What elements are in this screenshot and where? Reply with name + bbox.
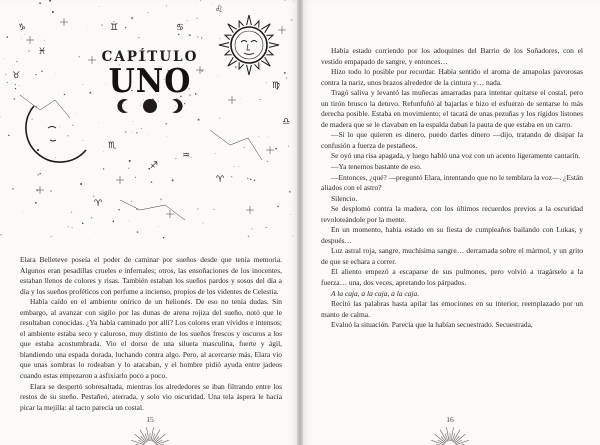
svg-text:♌: ♌ <box>215 5 224 15</box>
paragraph: Silencio. <box>331 193 358 203</box>
paragraph: Había estado corriendo por los adoquines del Barrio de los Soñadores, con el vestido empapado de sangre, y entonces… <box>321 46 583 66</box>
paragraph: Evaluó la situación. Parecía que la habían secuestrado. Secuestrada, <box>331 320 533 330</box>
svg-text:♓: ♓ <box>38 47 47 57</box>
paragraph: —Si lo que quieren es dinero, puedo darles dinero —dijo, tratando de disipar la confusión a fuerza de pestañeos. <box>321 130 583 150</box>
paragraph: En un momento, había estado en su fiesta de cumpleaños bailando con Lukas, y después… <box>321 225 583 245</box>
paragraph: Hizo todo lo posible por recordar. Había sentido el aroma de amapolas pavorosas contra la nariz, unos brazos alrededor de la cintura y… nada. <box>321 67 583 87</box>
moon-phases-icon <box>117 99 182 113</box>
svg-text:♉: ♉ <box>12 71 21 81</box>
paragraph: Tragó saliva y levantó las muñecas amarradas para intentar quitarse el costal, pero un tirón brusco la detuvo. Refunfuñó al bajarlas e hizo el esfuerzo de sentarse lo más derecha posible. Estaba en movimiento; el tacatá de unas pezuñas y los rígidos listones de madera que se le clavaban en la espalda daban la pauta de que estaba en un carro. <box>321 88 583 129</box>
svg-text:♈: ♈ <box>216 175 225 185</box>
sun-ornament-icon <box>100 425 200 445</box>
right-page <box>300 0 600 445</box>
paragraph: El aliento empezó a escaparse de sus pulmones, pero volvió a tragárselo a la fuerza… una, dos veces, apretando los párpados. <box>321 267 583 288</box>
chapter-number: UNO <box>108 62 192 101</box>
paragraph: Había caído en el ambiente onírico de un helionés. De eso no tenía dudas. Sin embargo, al avanzar con sigilo por las dunas de arena rojiza del sueño, notó que le resultaban conocidas. ¿Ya había caminado por allí? Los colores eran vívidos e intensos; el ambiente estaba seco y caluroso, muy distinto de los sueños frescos y oscuros a los que estaba acostumbrada. Vio el dorso de una silueta masculina, fuerte y ágil, blandiendo una espada dorada, luchando contra algo. Pero, al acercarse más, Elara vio que unas sombras lo rodeaban y lo atacaban, y el hombre pidió ayuda entre jadeos cuando estas empezaron a asfixiarlo poco a poco. <box>20 297 282 381</box>
svg-text:♑: ♑ <box>18 23 27 33</box>
svg-text:♍: ♍ <box>272 81 281 91</box>
celestial-illustration <box>0 0 300 248</box>
paragraph: —Entonces, ¿qué? —preguntó Elara, intentando que no le temblara la voz—. ¿Están aliados con el astro? <box>321 172 583 193</box>
svg-text:♋: ♋ <box>176 23 185 33</box>
svg-text:♎: ♎ <box>282 117 291 127</box>
paragraph: Elara Belleteve poseía el poder de caminar por sueños desde que tenía memoria. Algunos eran pesadillas crueles e infernales; otros, las ensoñaciones de los inocentes, estaban llenos de colores y risas. También estaban los sueños pardos y sosos del día a día y los sueños proféticos con perfume a incienso, propios de los videntes de Celestia. <box>20 255 282 296</box>
svg-text:♏: ♏ <box>108 141 117 151</box>
right-page-text <box>321 46 583 331</box>
svg-text:♐: ♐ <box>150 161 159 171</box>
paragraph: Se desplomó contra la madera, con los últimos recuerdos previos a la oscuridad revoloteándole por la mente. <box>321 204 583 224</box>
right-page-number: 16 <box>446 415 454 424</box>
paragraph: A la caja, a la caja, a la caja. <box>331 288 420 298</box>
paragraph: —Ya tenemos bastante de eso. <box>331 162 422 172</box>
chapter-label: CAPÍTULO <box>101 49 199 65</box>
book-gutter <box>297 0 303 445</box>
crescent-moon-icon <box>26 106 86 162</box>
paragraph: Luz astral roja, sangre, muchísima sangre… derramada sobre el mármol, y un grito de que se echara a correr. <box>321 246 583 266</box>
paragraph: Recitó las palabras hasta apilar las emociones en su interior, reemplazado por un manto de calma. <box>321 299 583 319</box>
left-page-number: 15 <box>146 415 154 424</box>
sun-ornament-icon <box>400 425 500 445</box>
svg-text:♒: ♒ <box>182 151 191 161</box>
paragraph: Elara se despertó sobresaltada, mientras los alrededores se iban filtrando entre los restos de su sueño. Pestañeó, aterrada, y solo vio oscuridad. Una tela áspera le hacía picar la mejilla: al tacto parecía un costal. <box>20 381 282 412</box>
left-page-text <box>20 255 282 413</box>
svg-text:♈: ♈ <box>94 199 103 209</box>
paragraph: Se oyó una risa apagada, y luego habló una voz con un acento ligeramente cantarín. <box>331 151 581 161</box>
svg-text:♊: ♊ <box>110 23 119 33</box>
